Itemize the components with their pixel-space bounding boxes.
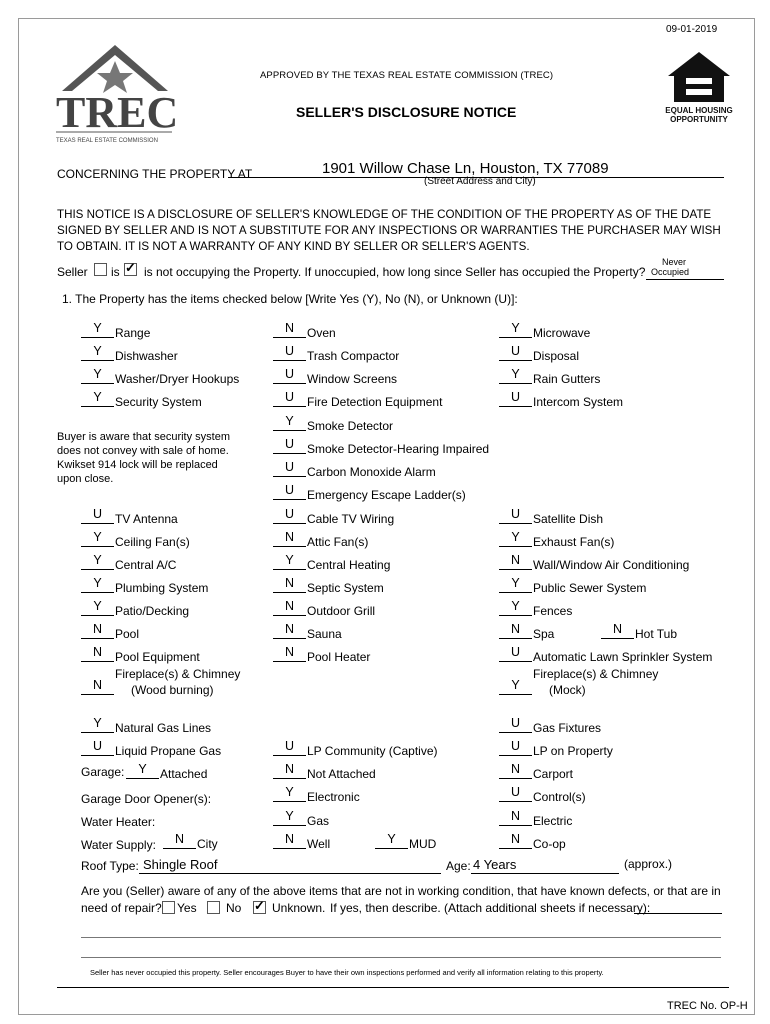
item-label: Wall/Window Air Conditioning [533, 558, 690, 572]
repair-describe-line [634, 913, 722, 914]
item-label: Pool Equipment [115, 650, 200, 664]
item-label: Carport [533, 767, 574, 781]
item-answer-line [126, 778, 159, 779]
item-answer[interactable]: U [510, 344, 521, 358]
is-occupying-checkbox[interactable] [94, 263, 107, 276]
item-answer-line [499, 615, 532, 616]
item-answer-line [499, 694, 532, 695]
item-answer[interactable]: U [510, 739, 521, 753]
item-answer-line [273, 592, 306, 593]
security-note: Buyer is aware that security system does not convey with sale of home. Kwikset 914 lock will be replaced upon close. [57, 431, 231, 485]
item-answer-line [273, 825, 306, 826]
item-answer-line [273, 569, 306, 570]
item-answer[interactable]: N [510, 809, 521, 823]
item-answer-line [499, 360, 532, 361]
item-answer-line [499, 848, 532, 849]
item-label: Intercom System [533, 395, 624, 409]
item-answer-line [273, 638, 306, 639]
repair-yes-checkbox[interactable] [162, 901, 175, 914]
item-answer-line [273, 430, 306, 431]
item-answer-line [499, 546, 532, 547]
item-answer-line [273, 406, 306, 407]
item-label: Co-op [533, 837, 566, 851]
form-id: TREC No. OP-H [667, 1000, 748, 1012]
item-label: Plumbing System [115, 581, 209, 595]
item-answer-line [273, 778, 306, 779]
item-answer[interactable]: U [92, 507, 103, 521]
item-answer-line [273, 383, 306, 384]
item-answer-line [273, 661, 306, 662]
item-answer-line [499, 778, 532, 779]
item-label: Satellite Dish [533, 512, 604, 526]
item-label: Smoke Detector [307, 419, 394, 433]
item-answer-line [499, 638, 532, 639]
item-answer[interactable]: Y [138, 762, 147, 776]
occupancy-answer-line [646, 279, 724, 280]
occupancy-answer[interactable] [651, 257, 689, 277]
item-label: Carbon Monoxide Alarm [307, 465, 436, 479]
item-answer-line [375, 848, 408, 849]
item-answer[interactable]: U [284, 507, 295, 521]
item-answer-line [273, 499, 306, 500]
item-label: Well [307, 837, 331, 851]
footer-rule [57, 987, 729, 988]
age-field[interactable]: 4 Years [473, 857, 517, 872]
item-answer[interactable]: U [284, 460, 295, 474]
item-label: Gas [307, 814, 330, 828]
item-sublabel: (Mock) [549, 683, 586, 697]
item-answer[interactable]: Y [511, 576, 520, 590]
item-answer[interactable]: Y [93, 390, 102, 404]
approval-line: APPROVED BY THE TEXAS REAL ESTATE COMMISSION (TREC) [260, 70, 554, 81]
item-answer-line [81, 383, 114, 384]
item-label: TV Antenna [115, 512, 178, 526]
item-answer[interactable]: N [284, 321, 295, 335]
item-label: Outdoor Grill [307, 604, 376, 618]
item-label: Microwave [533, 326, 591, 340]
item-answer[interactable]: Y [285, 785, 294, 799]
item-answer-line [499, 406, 532, 407]
item-answer-line [81, 546, 114, 547]
repair-unknown-label: Unknown. [272, 901, 326, 915]
item-label: Public Sewer System [533, 581, 647, 595]
water-heater-label: Water Heater: [81, 815, 156, 829]
item-answer[interactable]: U [284, 344, 295, 358]
item-label: Natural Gas Lines [115, 721, 212, 735]
item-answer[interactable]: Y [93, 344, 102, 358]
item-answer-line [273, 453, 306, 454]
question-1: 1. The Property has the items checked below [Write Yes (Y), No (N), or Unknown (U)]: [62, 292, 518, 306]
item-answer-line [273, 755, 306, 756]
occupancy-answer-line1: Never [662, 257, 687, 267]
item-answer-line [273, 848, 306, 849]
item-answer-line [499, 801, 532, 802]
trec-logo-text: TREC [56, 88, 178, 137]
item-answer-line [163, 848, 196, 849]
property-label: CONCERNING THE PROPERTY AT [57, 167, 253, 181]
item-label: LP on Property [533, 744, 613, 758]
item-answer-line [499, 732, 532, 733]
item-answer[interactable]: N [284, 645, 295, 659]
repair-question: Are you (Seller) aware of any of the above items that are not in working condition, that have known defects, or that are in [81, 884, 721, 898]
water-supply-label: Water Supply: [81, 838, 156, 852]
item-label: Exhaust Fan(s) [533, 535, 615, 549]
roof-type-field[interactable]: Shingle Roof [143, 857, 218, 872]
repair-need-label: need of repair? [81, 901, 162, 915]
item-answer-line [601, 638, 634, 639]
describe-line-1[interactable] [81, 937, 721, 938]
item-label: Gas Fixtures [533, 721, 602, 735]
trec-logo [52, 43, 178, 147]
item-answer[interactable]: Y [511, 367, 520, 381]
item-answer[interactable]: Y [511, 678, 520, 692]
item-answer[interactable]: U [284, 483, 295, 497]
item-answer-line [81, 360, 114, 361]
item-answer[interactable]: Y [285, 553, 294, 567]
item-answer-line [499, 569, 532, 570]
address-caption: (Street Address and City) [424, 176, 536, 187]
item-answer[interactable]: U [284, 367, 295, 381]
occupancy-line [57, 265, 88, 279]
is-not-occupying-checkbox[interactable] [124, 263, 137, 276]
item-label: Central Heating [307, 558, 391, 572]
eho-text-2: OPPORTUNITY [670, 115, 728, 124]
eho-text-1: EQUAL HOUSING [665, 106, 733, 115]
item-answer-line [499, 755, 532, 756]
form-date-code: 09-01-2019 [666, 24, 718, 35]
item-label: Electronic [307, 790, 360, 804]
item-answer[interactable]: Y [93, 321, 102, 335]
item-answer-line [499, 825, 532, 826]
is-label: is [111, 265, 120, 279]
item-answer[interactable]: N [612, 622, 623, 636]
item-answer-line [81, 337, 114, 338]
item-answer-line [499, 592, 532, 593]
item-label: Electric [533, 814, 573, 828]
equal-housing-icon [664, 50, 734, 126]
item-answer[interactable]: N [284, 762, 295, 776]
seller-label: Seller [57, 265, 88, 279]
item-label: Dishwasher [115, 349, 178, 363]
item-answer[interactable]: U [510, 645, 521, 659]
item-answer[interactable]: Y [93, 599, 102, 613]
item-label: Smoke Detector-Hearing Impaired [307, 442, 490, 456]
item-label: Range [115, 326, 151, 340]
item-answer[interactable]: N [510, 622, 521, 636]
item-answer[interactable]: N [510, 762, 521, 776]
item-label: Control(s) [533, 790, 586, 804]
item-answer[interactable]: Y [93, 553, 102, 567]
item-answer-line [499, 523, 532, 524]
item-answer-line [273, 615, 306, 616]
item-label: Spa [533, 627, 555, 641]
item-answer-line [273, 546, 306, 547]
item-label: Sauna [307, 627, 342, 641]
item-label: Hot Tub [635, 627, 678, 641]
item-label: Automatic Lawn Sprinkler System [533, 650, 713, 664]
item-answer[interactable]: Y [93, 576, 102, 590]
item-label: Cable TV Wiring [307, 512, 395, 526]
item-answer[interactable]: Y [93, 716, 102, 730]
item-answer-line [81, 615, 114, 616]
occupancy-answer-line2: Occupied [651, 267, 690, 277]
item-answer[interactable]: N [92, 622, 103, 636]
item-label: Central A/C [115, 558, 177, 572]
item-answer-line [273, 476, 306, 477]
roof-type-line [139, 873, 441, 874]
item-label: Rain Gutters [533, 372, 601, 386]
garage-door-label: Garage Door Opener(s): [81, 792, 212, 806]
item-answer[interactable]: U [510, 785, 521, 799]
repair-describe-text: If yes, then describe. (Attach additional sheets if necessary): [330, 901, 651, 915]
item-answer-line [499, 661, 532, 662]
age-label: Age: [446, 859, 471, 873]
item-answer[interactable]: N [92, 678, 103, 692]
seller-footnote: Seller has never occupied this property. Seller encourages Buyer to have their own inspections performed and verify all information relating to this property. [90, 968, 604, 977]
garage-label: Garage: [81, 765, 125, 779]
item-label: Attic Fan(s) [307, 535, 369, 549]
item-answer[interactable]: N [92, 645, 103, 659]
item-answer[interactable]: U [284, 437, 295, 451]
item-answer[interactable]: U [92, 739, 103, 753]
item-label: Fences [533, 604, 573, 618]
item-label: Pool [115, 627, 140, 641]
item-answer[interactable]: N [510, 553, 521, 567]
item-label: Security System [115, 395, 202, 409]
item-answer-line [499, 383, 532, 384]
item-answer[interactable]: N [174, 832, 185, 846]
age-line [471, 873, 619, 874]
item-answer-line [81, 406, 114, 407]
item-answer[interactable]: Y [285, 414, 294, 428]
item-label: MUD [409, 837, 437, 851]
item-answer-line [81, 732, 114, 733]
approx-label: (approx.) [624, 857, 673, 871]
describe-line-2[interactable] [81, 957, 721, 958]
item-answer[interactable]: Y [511, 599, 520, 613]
item-label: Patio/Decking [115, 604, 190, 618]
item-answer-line [81, 523, 114, 524]
item-answer[interactable]: Y [285, 809, 294, 823]
item-answer[interactable]: Y [387, 832, 396, 846]
item-answer-line [273, 523, 306, 524]
item-answer[interactable]: N [284, 576, 295, 590]
item-answer[interactable]: Y [93, 367, 102, 381]
item-answer-line [81, 694, 114, 695]
item-answer-line [273, 801, 306, 802]
item-label: Trash Compactor [307, 349, 400, 363]
item-label: Ceiling Fan(s) [115, 535, 190, 549]
item-answer-line [81, 755, 114, 756]
item-answer-line [81, 638, 114, 639]
item-label: Disposal [533, 349, 580, 363]
disclosure-notice: THIS NOTICE IS A DISCLOSURE OF SELLER'S KNOWLEDGE OF THE CONDITION OF THE PROPERTY AS OF THE DATE SIGNED BY SELLER AND IS NOT A SUBSTITUTE FOR ANY INSPECTIONS OR WARRANTIES THE PURCHASER MAY WISH TO OBTAIN. IT IS NOT A WARRANTY OF ANY KIND BY SELLER OR SELLER'S AGENTS. [57, 208, 721, 253]
item-label: Oven [307, 326, 336, 340]
item-answer[interactable]: N [284, 622, 295, 636]
item-answer[interactable]: U [284, 390, 295, 404]
repair-yes-label: Yes [177, 901, 197, 915]
item-label: Fireplace(s) & Chimney [115, 667, 241, 681]
property-address-field[interactable]: 1901 Willow Chase Ln, Houston, TX 77089 [322, 160, 609, 177]
item-answer[interactable]: U [510, 716, 521, 730]
item-answer-line [81, 661, 114, 662]
item-answer-line [273, 360, 306, 361]
item-label: Not Attached [307, 767, 376, 781]
item-answer[interactable]: U [510, 390, 521, 404]
item-answer[interactable]: Y [511, 321, 520, 335]
item-answer[interactable]: U [284, 739, 295, 753]
item-label: Liquid Propane Gas [115, 744, 222, 758]
item-label: Washer/Dryer Hookups [115, 372, 240, 386]
item-answer[interactable]: U [510, 507, 521, 521]
item-sublabel: (Wood burning) [131, 683, 214, 697]
item-label: Window Screens [307, 372, 398, 386]
item-label: LP Community (Captive) [307, 744, 438, 758]
item-answer[interactable]: Y [511, 530, 520, 544]
item-answer-line [81, 569, 114, 570]
item-label: Attached [160, 767, 208, 781]
item-label: Septic System [307, 581, 384, 595]
item-answer-line [273, 337, 306, 338]
trec-logo-subtext: TEXAS REAL ESTATE COMMISSION [56, 138, 158, 144]
item-answer[interactable]: N [284, 599, 295, 613]
item-answer-line [81, 592, 114, 593]
roof-type-label: Roof Type: [81, 859, 139, 873]
occupancy-question: is not occupying the Property. If unoccupied, how long since Seller has occupied the Property? [144, 265, 646, 279]
item-label: Fire Detection Equipment [307, 395, 443, 409]
item-answer[interactable]: N [284, 530, 295, 544]
item-answer[interactable]: N [284, 832, 295, 846]
form-title: SELLER'S DISCLOSURE NOTICE [296, 104, 517, 120]
item-answer-line [499, 337, 532, 338]
repair-unknown-checkbox[interactable] [253, 901, 266, 914]
repair-no-label: No [226, 901, 242, 915]
item-answer[interactable]: Y [93, 530, 102, 544]
item-label: City [197, 837, 218, 851]
item-label: Emergency Escape Ladder(s) [307, 488, 466, 502]
item-label: Fireplace(s) & Chimney [533, 667, 659, 681]
item-answer[interactable]: N [510, 832, 521, 846]
item-label: Pool Heater [307, 650, 371, 664]
repair-no-checkbox[interactable] [207, 901, 220, 914]
